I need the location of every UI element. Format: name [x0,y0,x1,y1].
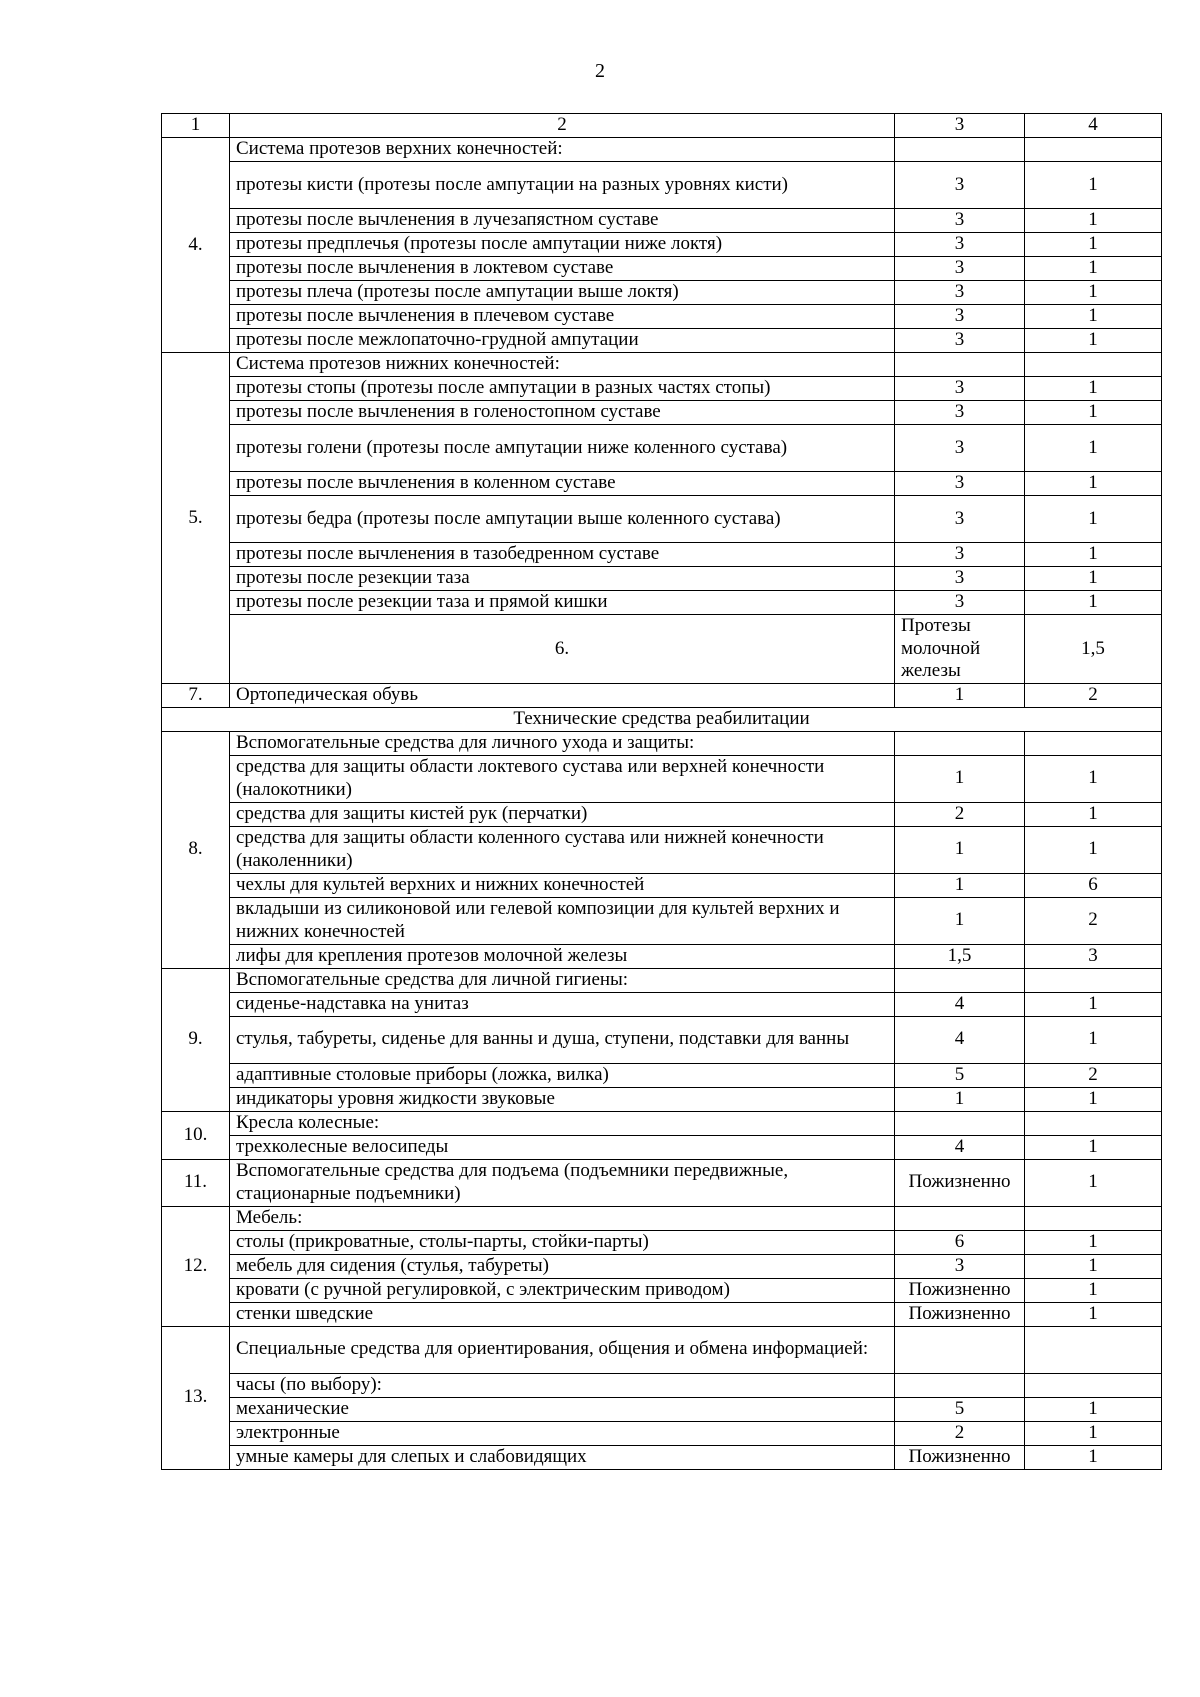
item-col3-value [895,1373,1025,1397]
item-col4-value: 1 [1025,1230,1162,1254]
table-row [162,591,1162,615]
table-row [162,209,1162,233]
item-col3-value: 6 [895,1230,1025,1254]
table-row [162,1302,1162,1326]
item-col3-value: 5 [895,1063,1025,1087]
item-col4-value: 6 [1025,873,1162,897]
table-row [162,1111,1162,1135]
table-body [162,114,1162,1470]
group-title: Кресла колесные: [230,1111,895,1135]
item-name: электронные [230,1421,895,1445]
group-col4-cell [1025,1206,1162,1230]
row-number: 6. [230,615,895,684]
item-name: умные камеры для слепых и слабовидящих [230,1445,895,1469]
item-name: протезы после межлопаточно-грудной ампутации [230,329,895,353]
item-col3-value: 3 [895,401,1025,425]
item-col3-value: 4 [895,1016,1025,1063]
group-title: Система протезов нижних конечностей: [230,353,895,377]
item-col3-value: 5 [895,1397,1025,1421]
item-name: протезы стопы (протезы после ампутации в разных частях стопы) [230,377,895,401]
group-col4-cell [1025,968,1162,992]
table-row [162,1016,1162,1063]
item-col4-value: 1 [1025,1016,1162,1063]
item-col4-value: 1 [1025,496,1162,543]
table-row [162,755,1162,802]
item-col3-value: Пожизненно [895,1278,1025,1302]
item-name: протезы после вычленения в тазобедренном суставе [230,543,895,567]
group-col3-cell [895,968,1025,992]
item-name: протезы голени (протезы после ампутации ниже коленного сустава) [230,425,895,472]
group-col3-cell [895,1326,1025,1373]
item-col4-value: 1 [1025,425,1162,472]
item-col3-value: 3 [895,281,1025,305]
group-col3-cell [895,731,1025,755]
item-col4-value: 1 [1025,1445,1162,1469]
item-col3-value: 4 [895,1135,1025,1159]
item-name: часы (по выбору): [230,1373,895,1397]
item-name: протезы после резекции таза [230,567,895,591]
item-name: протезы после вычленения в коленном суставе [230,472,895,496]
item-name: индикаторы уровня жидкости звуковые [230,1087,895,1111]
item-col3-value: Пожизненно [895,1445,1025,1469]
table-row [162,992,1162,1016]
table-row [162,233,1162,257]
table-row [162,567,1162,591]
group-col3-cell [895,1111,1025,1135]
row-number: 4. [162,138,230,353]
table-row [162,615,1162,684]
table-row [162,1159,1162,1206]
row-number: 13. [162,1326,230,1469]
item-name: средства для защиты области коленного сустава или нижней конечности (наколенники) [230,826,895,873]
item-name: протезы после вычленения в голеностопном суставе [230,401,895,425]
section-heading: Технические средства реабилитации [162,707,1162,731]
table-row [162,138,1162,162]
group-col4-cell [1025,138,1162,162]
item-col4-value: 2 [1025,1063,1162,1087]
item-name: механические [230,1397,895,1421]
table-row [162,1278,1162,1302]
item-name: протезы после вычленения в плечевом суставе [230,305,895,329]
item-col4-value: 1 [1025,1254,1162,1278]
item-col4-value: 1 [1025,826,1162,873]
table-row [162,826,1162,873]
item-col4-value: 1 [1025,233,1162,257]
item-col3-value: 3 [895,377,1025,401]
table-row [162,707,1162,731]
table-row [162,353,1162,377]
item-col3-value: Пожизненно [895,1159,1025,1206]
table-row [162,1087,1162,1111]
row-number: 5. [162,353,230,684]
item-col4-value: 1 [1025,1278,1162,1302]
item-col4-value: 1 [1025,329,1162,353]
item-col3-value: 1 [895,873,1025,897]
table-row [162,873,1162,897]
item-col3-value: 3 [895,543,1025,567]
table-row [162,683,1162,707]
table-row [162,305,1162,329]
item-col3-value: 1 [895,683,1025,707]
group-title: Вспомогательные средства для личного ухода и защиты: [230,731,895,755]
row-number: 8. [162,731,230,968]
item-col4-value: 1 [1025,1302,1162,1326]
item-name: протезы после резекции таза и прямой кишки [230,591,895,615]
group-title: Система протезов верхних конечностей: [230,138,895,162]
group-title: Мебель: [230,1206,895,1230]
group-col4-cell [1025,1111,1162,1135]
item-name: мебель для сидения (стулья, табуреты) [230,1254,895,1278]
group-col4-cell [1025,353,1162,377]
table-row [162,543,1162,567]
table-row [162,281,1162,305]
item-col3-value: 3 [895,472,1025,496]
table-row [162,1421,1162,1445]
row-number: 7. [162,683,230,707]
group-col3-cell [895,1206,1025,1230]
header-cell: 4 [1025,114,1162,138]
equipment-table [161,113,1162,1470]
item-name: Ортопедическая обувь [230,683,895,707]
item-col3-value: 3 [895,329,1025,353]
item-col4-value: 1 [1025,209,1162,233]
item-col4-value: 1 [1025,1135,1162,1159]
table-row [162,401,1162,425]
item-col4-value: 1 [1025,401,1162,425]
item-name: протезы кисти (протезы после ампутации на разных уровнях кисти) [230,162,895,209]
table-row [162,1373,1162,1397]
item-col3-value: 3 [895,1254,1025,1278]
item-col3-value: 4 [895,992,1025,1016]
item-name: кровати (с ручной регулировкой, с электрическим приводом) [230,1278,895,1302]
group-col4-cell [1025,1326,1162,1373]
item-col4-value: 1 [1025,755,1162,802]
item-col3-value: 1 [895,1087,1025,1111]
item-col4-value: 1 [1025,591,1162,615]
item-name: протезы плеча (протезы после ампутации выше локтя) [230,281,895,305]
item-col3-value: 3 [895,567,1025,591]
item-name: столы (прикроватные, столы-парты, стойки-парты) [230,1230,895,1254]
header-cell: 3 [895,114,1025,138]
table-row [162,968,1162,992]
item-col3-value: 3 [895,425,1025,472]
item-name: средства для защиты области локтевого сустава или верхней конечности (налокотники) [230,755,895,802]
table-row [162,377,1162,401]
row-number: 11. [162,1159,230,1206]
item-name: протезы бедра (протезы после ампутации выше коленного сустава) [230,496,895,543]
row-number: 10. [162,1111,230,1159]
item-name: Протезы молочной железы [895,615,1025,684]
item-col3-value: 1 [895,826,1025,873]
item-col3-value: 1,5 [1025,615,1162,684]
item-col4-value: 1 [1025,802,1162,826]
item-col3-value: 3 [895,591,1025,615]
item-name: вкладыши из силиконовой или гелевой композиции для культей верхних и нижних конечностей [230,897,895,944]
item-col3-value: 1 [895,897,1025,944]
item-col3-value: Пожизненно [895,1302,1025,1326]
row-number: 12. [162,1206,230,1326]
item-col4-value: 1 [1025,1087,1162,1111]
item-name: сиденье-надставка на унитаз [230,992,895,1016]
item-col4-value: 1 [1025,1421,1162,1445]
item-col4-value: 1 [1025,472,1162,496]
item-col3-value: 3 [895,496,1025,543]
table-row [162,731,1162,755]
item-name: протезы после вычленения в лучезапястном суставе [230,209,895,233]
item-col4-value: 1 [1025,1397,1162,1421]
item-col4-value [1025,1373,1162,1397]
item-col3-value: 2 [895,1421,1025,1445]
item-col3-value: 3 [895,257,1025,281]
item-name: протезы предплечья (протезы после ампутации ниже локтя) [230,233,895,257]
item-col4-value: 1 [1025,305,1162,329]
item-name: протезы после вычленения в локтевом суставе [230,257,895,281]
item-name: средства для защиты кистей рук (перчатки) [230,802,895,826]
table-header-row [162,114,1162,138]
item-col4-value: 1 [1025,543,1162,567]
item-col4-value: 1 [1025,281,1162,305]
page-number: 2 [595,60,605,82]
table-row [162,802,1162,826]
table-row [162,1397,1162,1421]
item-col4-value: 2 [1025,897,1162,944]
table-row [162,1230,1162,1254]
item-name: адаптивные столовые приборы (ложка, вилка) [230,1063,895,1087]
item-col3-value: 1,5 [895,944,1025,968]
table-row [162,1445,1162,1469]
item-col4-value: 3 [1025,944,1162,968]
item-col4-value: 1 [1025,992,1162,1016]
group-col4-cell [1025,731,1162,755]
table-row [162,472,1162,496]
item-col3-value: 3 [895,209,1025,233]
group-title: Специальные средства для ориентирования, общения и обмена информацией: [230,1326,895,1373]
header-cell: 1 [162,114,230,138]
item-col3-value: 2 [895,802,1025,826]
table-row [162,1326,1162,1373]
row-number: 9. [162,968,230,1111]
item-name: чехлы для культей верхних и нижних конечностей [230,873,895,897]
item-col3-value: 3 [895,233,1025,257]
item-name: трехколесные велосипеды [230,1135,895,1159]
table-row [162,257,1162,281]
item-name: Вспомогательные средства для подъема (подъемники передвижные, стационарные подъемники) [230,1159,895,1206]
table-row [162,329,1162,353]
item-col3-value: 1 [895,755,1025,802]
table-row [162,897,1162,944]
item-col4-value: 2 [1025,683,1162,707]
item-col4-value: 1 [1025,1159,1162,1206]
table-row [162,425,1162,472]
item-col4-value: 1 [1025,257,1162,281]
item-name: лифы для крепления протезов молочной железы [230,944,895,968]
item-name: стенки шведские [230,1302,895,1326]
group-col3-cell [895,138,1025,162]
group-title: Вспомогательные средства для личной гигиены: [230,968,895,992]
item-col3-value: 3 [895,305,1025,329]
table-row [162,944,1162,968]
table-row [162,1206,1162,1230]
table-row [162,162,1162,209]
header-cell: 2 [230,114,895,138]
table-row [162,1135,1162,1159]
table-row [162,1254,1162,1278]
group-col3-cell [895,353,1025,377]
item-col4-value: 1 [1025,162,1162,209]
item-col3-value: 3 [895,162,1025,209]
item-col4-value: 1 [1025,377,1162,401]
item-name: стулья, табуреты, сиденье для ванны и душа, ступени, подставки для ванны [230,1016,895,1063]
table-row [162,1063,1162,1087]
item-col4-value: 1 [1025,567,1162,591]
table-row [162,496,1162,543]
